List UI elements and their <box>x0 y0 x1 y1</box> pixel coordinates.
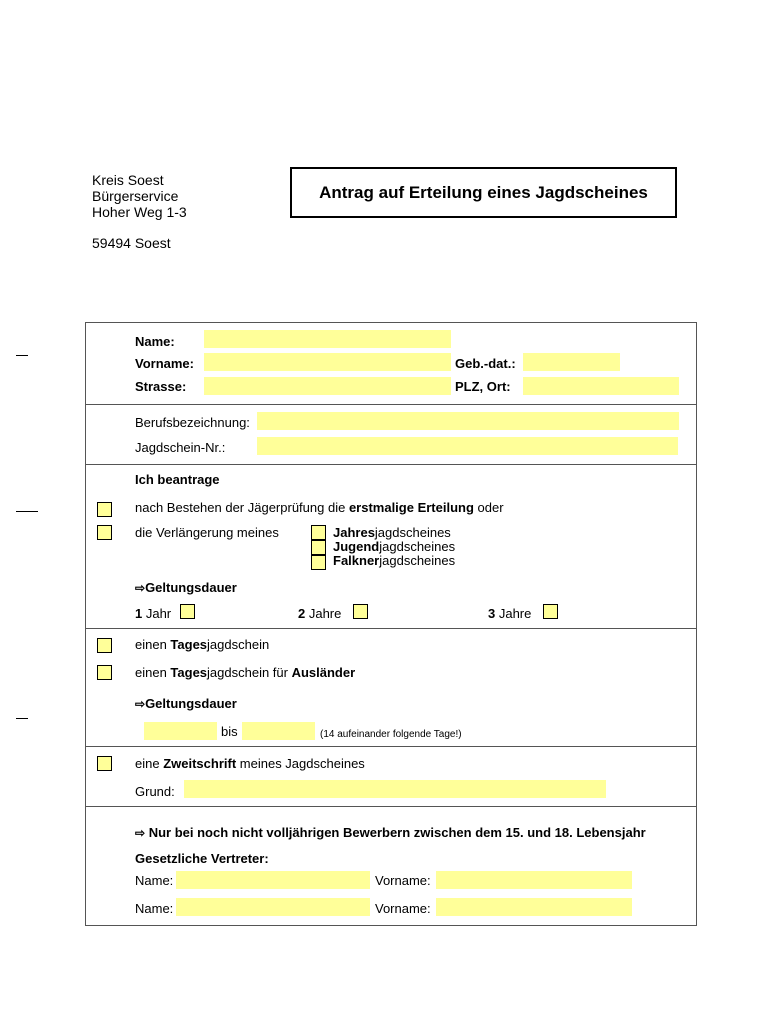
plz-ort-label: PLZ, Ort: <box>455 379 511 394</box>
name-label: Name: <box>135 334 175 349</box>
address-line-2: Bürgerservice <box>92 188 179 204</box>
tages-auslaender-bold: Tages <box>170 665 208 680</box>
year3-number: 3 <box>488 606 496 621</box>
year1-checkbox[interactable] <box>180 604 195 619</box>
year1-number: 1 <box>135 606 143 621</box>
tages-checkbox[interactable] <box>97 638 112 653</box>
renewal-checkbox[interactable] <box>97 525 112 540</box>
jagdschein-nr-field[interactable] <box>257 437 678 455</box>
year3-label <box>488 606 531 622</box>
tages-auslaender-checkbox[interactable] <box>97 665 112 680</box>
tages-auslaender-label <box>135 665 355 681</box>
day-note: (14 aufeinander folgende Tage!) <box>320 729 462 740</box>
section-divider <box>85 806 697 807</box>
year2-number: 2 <box>298 606 306 621</box>
day-duration-label: Geltungsdauer <box>145 696 237 711</box>
tages-auslaender-bold2: Ausländer <box>291 665 356 680</box>
falkner-checkbox[interactable] <box>311 555 326 570</box>
section-divider <box>85 464 697 465</box>
form-title: Antrag auf Erteilung eines Jagdscheines <box>319 182 648 202</box>
first-issue-text: nach Bestehen der Jägerprüfung die <box>135 500 349 515</box>
falkner-bold: Falkner <box>333 553 380 568</box>
zweitschrift-post: meines Jagdscheines <box>236 756 365 771</box>
vorname-label: Vorname: <box>135 356 194 371</box>
zweitschrift-label <box>135 756 365 772</box>
duration-label: Geltungsdauer <box>145 580 237 595</box>
fold-mark-1 <box>16 355 28 356</box>
year2-checkbox[interactable] <box>353 604 368 619</box>
tages-label <box>135 637 269 653</box>
vorname-field[interactable] <box>204 353 451 371</box>
tages-auslaender-mid: jagdschein für <box>207 665 292 680</box>
day-to-field[interactable] <box>242 722 315 740</box>
year2-text: Jahre <box>305 606 342 621</box>
guardian2-vorname-field[interactable] <box>436 898 632 916</box>
strasse-label: Strasse: <box>135 379 187 394</box>
jugend-rest: jagdscheines <box>379 539 456 554</box>
year1-text: Jahr <box>142 606 172 621</box>
year1-label <box>135 606 171 622</box>
zweitschrift-checkbox[interactable] <box>97 756 112 771</box>
duration-heading <box>135 580 237 596</box>
first-issue-bold: erstmalige Erteilung <box>348 500 474 515</box>
gebdat-field[interactable] <box>523 353 620 371</box>
section-divider <box>85 746 697 747</box>
request-heading: Ich beantrage <box>135 472 220 487</box>
renewal-label: die Verlängerung meines <box>135 525 279 540</box>
minor-notice-text: Nur bei noch nicht volljährigen Bewerbern zwischen dem 15. und 18. Lebensjahr <box>148 825 646 840</box>
arrow-right-icon: ⇨ <box>135 826 146 840</box>
plz-ort-field[interactable] <box>523 377 679 395</box>
address-line-1: Kreis Soest <box>92 172 164 188</box>
guardian1-vorname-field[interactable] <box>436 871 632 889</box>
falkner-rest: jagdscheines <box>379 553 456 568</box>
jugend-checkbox[interactable] <box>311 540 326 555</box>
year2-label <box>298 606 341 622</box>
arrow-right-icon: ⇨ <box>135 581 146 595</box>
first-issue-suffix: oder <box>473 500 504 515</box>
address-line-3: Hoher Weg 1-3 <box>92 204 187 220</box>
tages-post: jagdschein <box>207 637 270 652</box>
falkner-label <box>333 553 455 569</box>
first-issue-label <box>135 500 504 516</box>
jagdschein-nr-label: Jagdschein-Nr.: <box>135 440 226 455</box>
minor-notice <box>135 825 646 841</box>
jahres-checkbox[interactable] <box>311 525 326 540</box>
zweitschrift-bold: Zweitschrift <box>163 756 237 771</box>
berufsbezeichnung-field[interactable] <box>257 412 679 430</box>
guardian1-vorname-label: Vorname: <box>375 873 431 888</box>
tages-pre: einen <box>135 637 171 652</box>
day-duration-heading <box>135 696 237 712</box>
section-divider <box>85 628 697 629</box>
day-from-field[interactable] <box>144 722 217 740</box>
arrow-right-icon: ⇨ <box>135 697 146 711</box>
year3-text: Jahre <box>495 606 532 621</box>
tages-bold: Tages <box>170 637 208 652</box>
guardian1-name-field[interactable] <box>176 871 370 889</box>
section-divider <box>85 404 697 405</box>
fold-mark-3 <box>16 718 28 719</box>
guardian2-vorname-label: Vorname: <box>375 901 431 916</box>
guardian2-name-field[interactable] <box>176 898 370 916</box>
grund-label: Grund: <box>135 784 175 799</box>
jugend-bold: Jugend <box>333 539 380 554</box>
sender-address <box>92 172 187 251</box>
guardian1-name-label: Name: <box>135 873 174 888</box>
grund-field[interactable] <box>184 780 606 798</box>
jahres-rest: jagdscheines <box>374 525 451 540</box>
guardian-heading: Gesetzliche Vertreter: <box>135 851 269 866</box>
gebdat-label: Geb.-dat.: <box>455 356 516 371</box>
bis-label: bis <box>221 724 238 739</box>
form-title-box <box>290 167 677 218</box>
tages-auslaender-pre: einen <box>135 665 171 680</box>
zweitschrift-pre: eine <box>135 756 164 771</box>
name-field[interactable] <box>204 330 451 348</box>
strasse-field[interactable] <box>204 377 451 395</box>
berufsbezeichnung-label: Berufsbezeichnung: <box>135 415 250 430</box>
first-issue-checkbox[interactable] <box>97 502 112 517</box>
fold-mark-2 <box>16 511 38 512</box>
year3-checkbox[interactable] <box>543 604 558 619</box>
address-line-4: 59494 Soest <box>92 235 171 251</box>
guardian2-name-label: Name: <box>135 901 174 916</box>
jahres-bold: Jahres <box>333 525 375 540</box>
